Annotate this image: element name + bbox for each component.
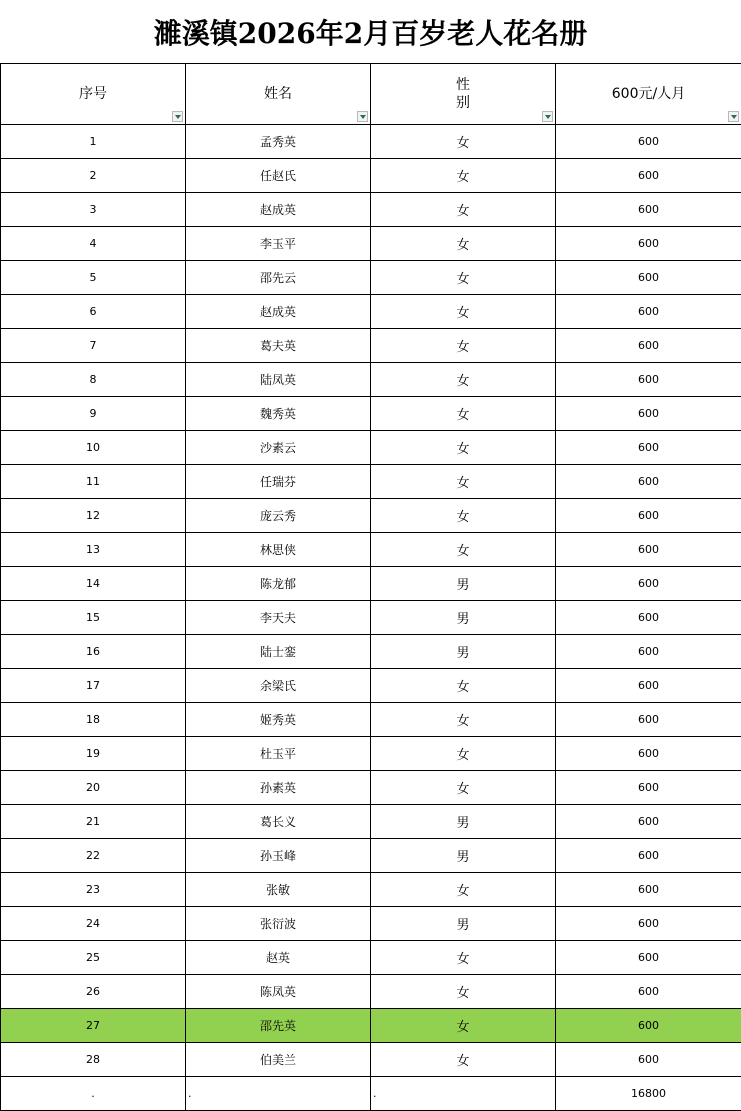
name-cell[interactable]: 陈凤英 <box>186 975 371 1009</box>
gender-cell[interactable]: 女 <box>371 363 556 397</box>
name-cell[interactable]: 邵先云 <box>186 261 371 295</box>
table-row <box>1 193 741 227</box>
total-row <box>1 1077 741 1111</box>
seq-cell[interactable]: 16 <box>1 635 186 669</box>
amount-cell[interactable]: 600 <box>556 533 741 567</box>
name-cell[interactable]: 邵先英 <box>186 1009 371 1043</box>
header-row <box>1 64 741 125</box>
name-cell[interactable]: 孙玉峰 <box>186 839 371 873</box>
table-row <box>1 975 741 1009</box>
amount-cell[interactable]: 600 <box>556 907 741 941</box>
table-row <box>1 703 741 737</box>
gender-cell[interactable]: 女 <box>371 159 556 193</box>
seq-cell[interactable]: 21 <box>1 805 186 839</box>
amount-cell[interactable]: 600 <box>556 1009 741 1043</box>
name-cell[interactable]: 庞云秀 <box>186 499 371 533</box>
name-cell[interactable]: 张敏 <box>186 873 371 907</box>
table-row <box>1 839 741 873</box>
gender-cell[interactable]: 男 <box>371 839 556 873</box>
seq-cell[interactable]: 25 <box>1 941 186 975</box>
header-amount <box>556 64 741 125</box>
name-cell[interactable]: 沙素云 <box>186 431 371 465</box>
header-seq <box>1 64 186 125</box>
filter-dropdown-icon[interactable] <box>172 111 183 122</box>
amount-cell[interactable]: 600 <box>556 499 741 533</box>
table-row <box>1 465 741 499</box>
seq-cell[interactable]: 26 <box>1 975 186 1009</box>
gender-cell[interactable]: 女 <box>371 227 556 261</box>
table-row <box>1 567 741 601</box>
seq-cell[interactable]: 2 <box>1 159 186 193</box>
seq-cell[interactable]: 9 <box>1 397 186 431</box>
gender-cell[interactable]: 女 <box>371 975 556 1009</box>
header-seq-label: 序号 <box>79 86 107 102</box>
amount-cell[interactable]: 600 <box>556 329 741 363</box>
seq-cell[interactable]: 22 <box>1 839 186 873</box>
name-cell[interactable]: 孙素英 <box>186 771 371 805</box>
amount-cell[interactable]: 600 <box>556 737 741 771</box>
name-cell[interactable]: 林思侠 <box>186 533 371 567</box>
gender-cell[interactable]: 女 <box>371 431 556 465</box>
gender-cell[interactable]: 女 <box>371 397 556 431</box>
seq-cell[interactable]: 20 <box>1 771 186 805</box>
seq-cell[interactable]: 24 <box>1 907 186 941</box>
table-row <box>1 771 741 805</box>
table-row <box>1 635 741 669</box>
total-amount-cell[interactable]: 16800 <box>556 1077 741 1111</box>
amount-cell[interactable]: 600 <box>556 601 741 635</box>
header-gender <box>371 64 556 125</box>
amount-cell[interactable]: 600 <box>556 159 741 193</box>
gender-cell[interactable]: 男 <box>371 601 556 635</box>
table-row <box>1 601 741 635</box>
name-cell[interactable]: 李玉平 <box>186 227 371 261</box>
seq-cell[interactable]: 14 <box>1 567 186 601</box>
gender-cell[interactable]: 女 <box>371 125 556 159</box>
gender-cell[interactable]: 男 <box>371 635 556 669</box>
gender-cell[interactable]: 女 <box>371 873 556 907</box>
amount-cell[interactable]: 600 <box>556 125 741 159</box>
name-cell[interactable]: 魏秀英 <box>186 397 371 431</box>
seq-cell[interactable]: 28 <box>1 1043 186 1077</box>
header-amount-label: 600元/人月 <box>611 86 686 102</box>
amount-cell[interactable]: 600 <box>556 771 741 805</box>
amount-cell[interactable]: 600 <box>556 635 741 669</box>
total-cell[interactable]: . <box>1 1077 186 1111</box>
name-cell[interactable]: 葛长义 <box>186 805 371 839</box>
table-row <box>1 125 741 159</box>
amount-cell[interactable]: 600 <box>556 975 741 1009</box>
name-cell[interactable]: 任赵氏 <box>186 159 371 193</box>
amount-cell[interactable]: 600 <box>556 669 741 703</box>
table-row <box>1 907 741 941</box>
table-row <box>1 1009 741 1043</box>
name-cell[interactable]: 张衍波 <box>186 907 371 941</box>
table-row <box>1 159 741 193</box>
seq-cell[interactable]: 23 <box>1 873 186 907</box>
table-row <box>1 805 741 839</box>
amount-cell[interactable]: 600 <box>556 363 741 397</box>
amount-cell[interactable]: 600 <box>556 431 741 465</box>
gender-cell[interactable]: 女 <box>371 1043 556 1077</box>
table-row <box>1 397 741 431</box>
table-row <box>1 329 741 363</box>
seq-cell[interactable]: 27 <box>1 1009 186 1043</box>
seq-cell[interactable]: 7 <box>1 329 186 363</box>
table-row <box>1 295 741 329</box>
gender-cell[interactable]: 女 <box>371 941 556 975</box>
name-cell[interactable]: 伯美兰 <box>186 1043 371 1077</box>
name-cell[interactable]: 葛夫英 <box>186 329 371 363</box>
table-row <box>1 261 741 295</box>
page-title: 濉溪镇2026年2月百岁老人花名册 <box>153 17 588 50</box>
filter-dropdown-icon[interactable] <box>542 111 553 122</box>
amount-cell[interactable]: 600 <box>556 941 741 975</box>
table-row <box>1 533 741 567</box>
header-name <box>186 64 371 125</box>
amount-cell[interactable]: 600 <box>556 261 741 295</box>
gender-cell[interactable]: 女 <box>371 737 556 771</box>
table-row <box>1 669 741 703</box>
amount-cell[interactable]: 600 <box>556 703 741 737</box>
seq-cell[interactable]: 17 <box>1 669 186 703</box>
name-cell[interactable]: 姬秀英 <box>186 703 371 737</box>
amount-cell[interactable]: 600 <box>556 227 741 261</box>
name-cell[interactable]: 赵英 <box>186 941 371 975</box>
gender-cell[interactable]: 女 <box>371 499 556 533</box>
name-cell[interactable]: 任瑞芬 <box>186 465 371 499</box>
amount-cell[interactable]: 600 <box>556 873 741 907</box>
table-row <box>1 1043 741 1077</box>
seq-cell[interactable]: 6 <box>1 295 186 329</box>
name-cell[interactable]: 余梁氏 <box>186 669 371 703</box>
seq-cell[interactable]: 8 <box>1 363 186 397</box>
amount-cell[interactable]: 600 <box>556 397 741 431</box>
roster-table <box>0 63 741 1111</box>
amount-cell[interactable]: 600 <box>556 805 741 839</box>
seq-cell[interactable]: 5 <box>1 261 186 295</box>
gender-cell[interactable]: 女 <box>371 329 556 363</box>
gender-cell[interactable]: 女 <box>371 193 556 227</box>
table-row <box>1 431 741 465</box>
seq-cell[interactable]: 18 <box>1 703 186 737</box>
name-cell[interactable]: 孟秀英 <box>186 125 371 159</box>
header-name-label: 姓名 <box>264 86 292 102</box>
seq-cell[interactable]: 1 <box>1 125 186 159</box>
amount-cell[interactable]: 600 <box>556 567 741 601</box>
gender-cell[interactable]: 女 <box>371 703 556 737</box>
seq-cell[interactable]: 15 <box>1 601 186 635</box>
total-cell[interactable]: . <box>186 1077 371 1111</box>
name-cell[interactable]: 赵成英 <box>186 295 371 329</box>
total-cell[interactable]: . <box>371 1077 556 1111</box>
amount-cell[interactable]: 600 <box>556 465 741 499</box>
gender-cell[interactable]: 女 <box>371 771 556 805</box>
table-row <box>1 227 741 261</box>
gender-cell[interactable]: 女 <box>371 669 556 703</box>
amount-cell[interactable]: 600 <box>556 1043 741 1077</box>
name-cell[interactable]: 李天夫 <box>186 601 371 635</box>
seq-cell[interactable]: 4 <box>1 227 186 261</box>
gender-cell[interactable]: 男 <box>371 805 556 839</box>
amount-cell[interactable]: 600 <box>556 295 741 329</box>
table-row <box>1 363 741 397</box>
gender-cell[interactable]: 女 <box>371 295 556 329</box>
gender-cell[interactable]: 女 <box>371 533 556 567</box>
gender-cell[interactable]: 女 <box>371 465 556 499</box>
filter-dropdown-icon[interactable] <box>357 111 368 122</box>
gender-cell[interactable]: 男 <box>371 907 556 941</box>
name-cell[interactable]: 赵成英 <box>186 193 371 227</box>
seq-cell[interactable]: 13 <box>1 533 186 567</box>
name-cell[interactable]: 陆凤英 <box>186 363 371 397</box>
table-row <box>1 873 741 907</box>
seq-cell[interactable]: 3 <box>1 193 186 227</box>
amount-cell[interactable]: 600 <box>556 839 741 873</box>
table-row <box>1 737 741 771</box>
seq-cell[interactable]: 11 <box>1 465 186 499</box>
filter-dropdown-icon[interactable] <box>728 111 739 122</box>
table-body <box>1 125 741 1077</box>
seq-cell[interactable]: 10 <box>1 431 186 465</box>
gender-cell[interactable]: 男 <box>371 567 556 601</box>
seq-cell[interactable]: 19 <box>1 737 186 771</box>
name-cell[interactable]: 陆士銮 <box>186 635 371 669</box>
table-row <box>1 941 741 975</box>
header-gender-label: 性 别 <box>456 77 470 111</box>
table-row <box>1 499 741 533</box>
amount-cell[interactable]: 600 <box>556 193 741 227</box>
gender-cell[interactable]: 女 <box>371 261 556 295</box>
name-cell[interactable]: 陈龙郁 <box>186 567 371 601</box>
seq-cell[interactable]: 12 <box>1 499 186 533</box>
name-cell[interactable]: 杜玉平 <box>186 737 371 771</box>
gender-cell[interactable]: 女 <box>371 1009 556 1043</box>
